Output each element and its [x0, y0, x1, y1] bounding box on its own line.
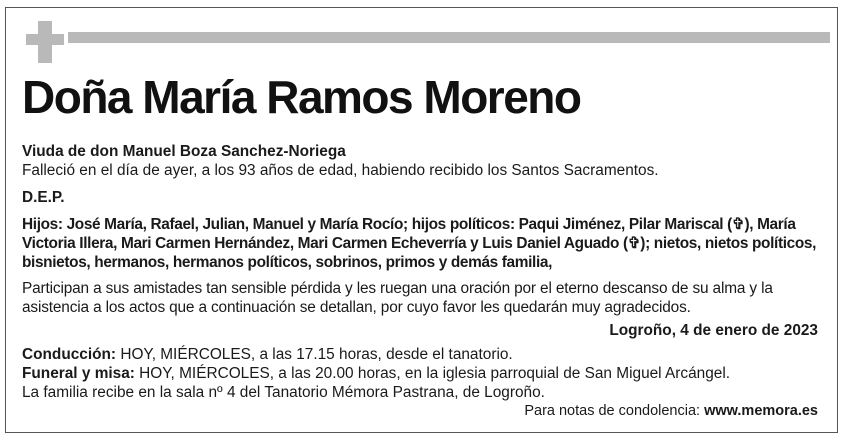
family-list: Hijos: José María, Rafael, Julian, Manuel y María Rocío; hijos políticos: Paqui Jiménez, Pilar Mariscal (✞), María Victoria Illera, Mari Carmen Hernández, Mari Carmen Echeverría y Luis Daniel Aguado (✞); nietos, nietos políticos, bisnietos, hermanos, hermanos políticos, sobrinos, primos y demás familia, — [22, 216, 817, 271]
condolence-prefix: Para notas de condolencia: — [524, 403, 705, 419]
place-date: Logroño, 4 de enero de 2023 — [609, 322, 818, 339]
funeral-label: Funeral y misa: — [22, 365, 135, 382]
header-rule — [68, 32, 830, 43]
conduction-line — [22, 345, 818, 364]
condolence-link[interactable]: www.memora.es — [704, 403, 818, 419]
conduction-text: HOY, MIÉRCOLES, a las 17.15 horas, desde el tanatorio. — [116, 346, 513, 363]
death-line: Falleció en el día de ayer, a los 93 años de edad, habiendo recibido los Santos Sacramentos. — [22, 162, 659, 179]
deceased-name: Doña María Ramos Moreno — [22, 71, 581, 123]
cross-icon — [26, 21, 64, 63]
family-receives-line: La familia recibe en la sala nº 4 del Tanatorio Mémora Pastrana, de Logroño. — [22, 384, 545, 401]
obituary-body — [22, 142, 818, 421]
dep-line: D.E.P. — [22, 189, 65, 206]
announcement: Participan a sus amistades tan sensible pérdida y les ruegan una oración por el eterno descanso de su alma y la asistencia a los actos que a continuación se detallan, por cuyo favor les quedarán muy agradecidos. — [22, 280, 773, 316]
conduction-label: Conducción: — [22, 346, 117, 363]
funeral-text: HOY, MIÉRCOLES, a las 20.00 horas, en la iglesia parroquial de San Miguel Arcángel. — [134, 365, 731, 382]
condolence-footer — [22, 402, 818, 421]
funeral-line — [22, 364, 818, 383]
widow-line: Viuda de don Manuel Boza Sanchez-Noriega — [22, 143, 346, 160]
